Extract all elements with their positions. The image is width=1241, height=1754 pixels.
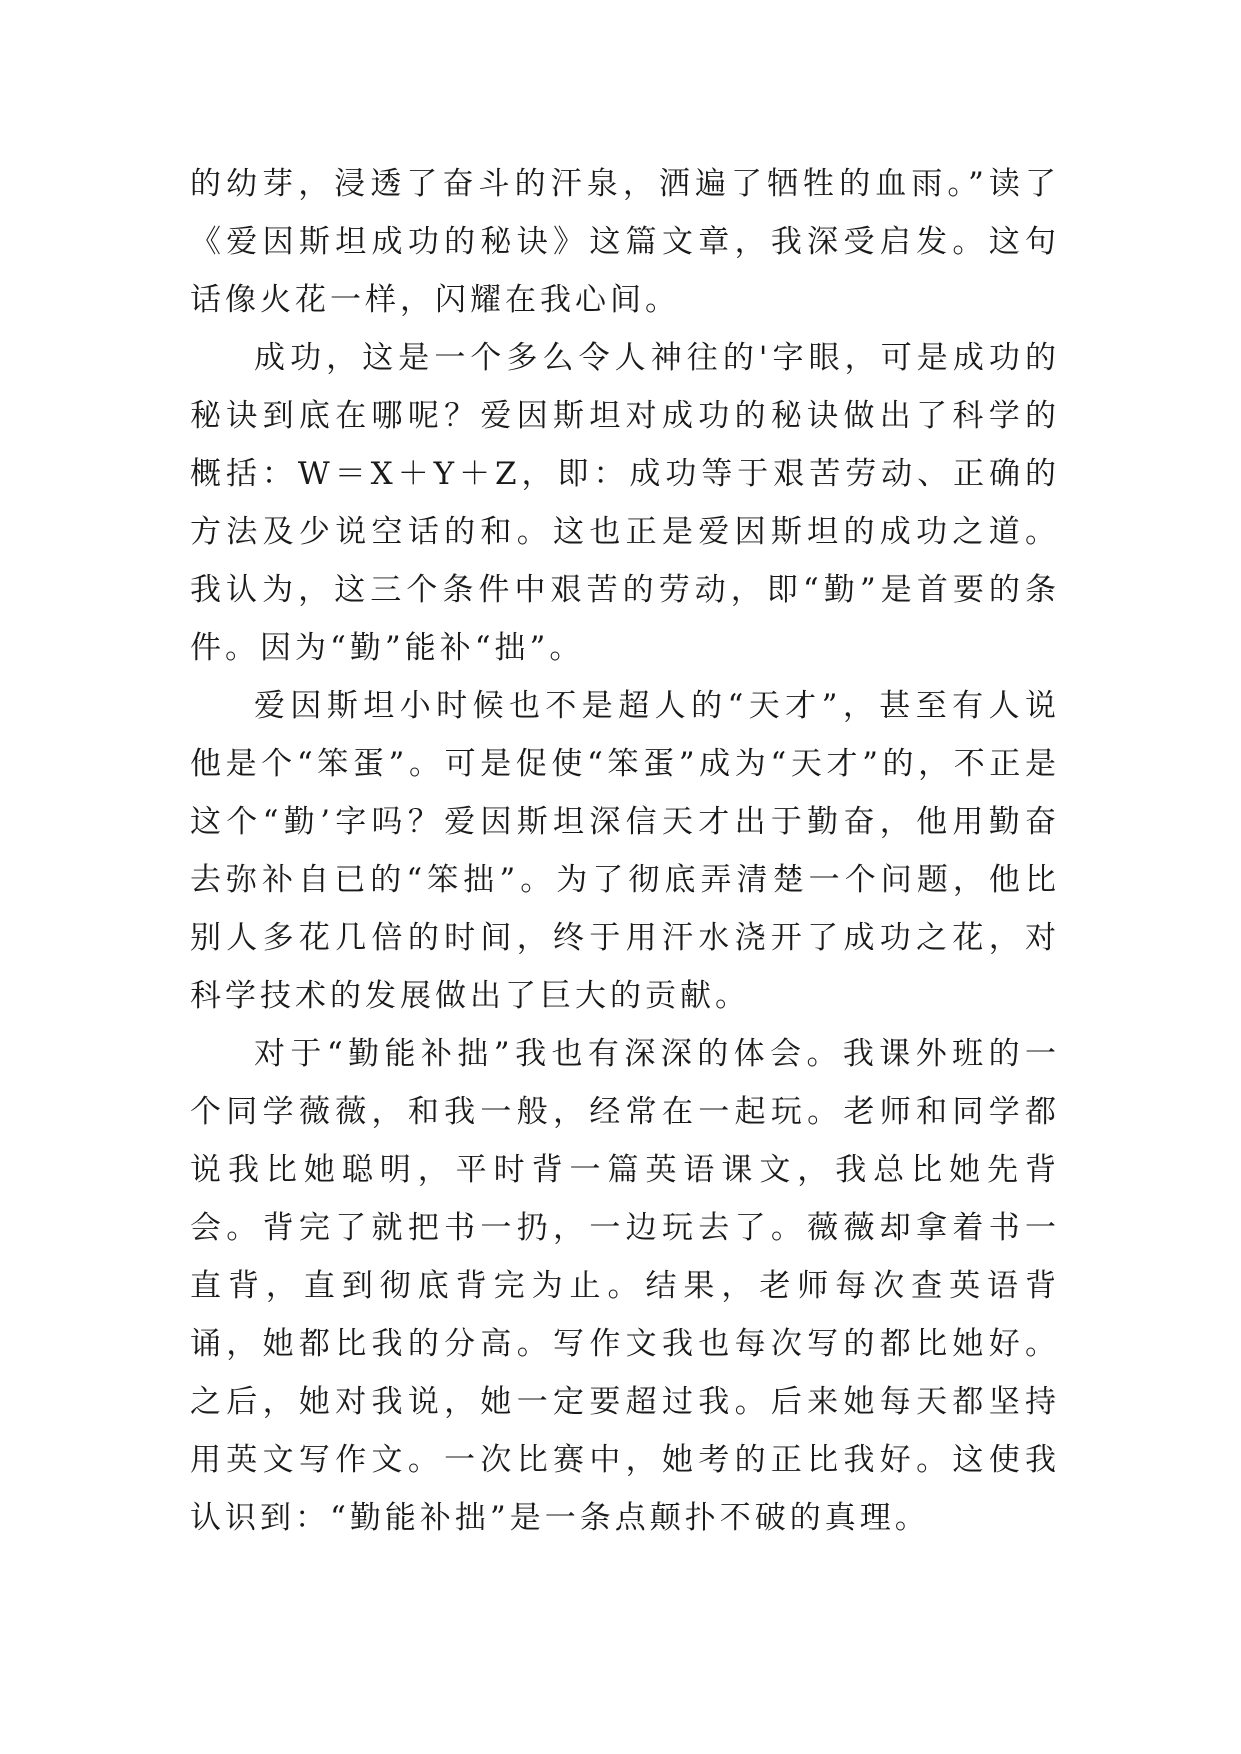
paragraph-success-formula: 成功，这是一个多么令人神往的'字眼，可是成功的秘诀到底在哪呢？爱因斯坦对成功的秘诀做出了科学的概括：W＝X＋Y＋Z，即：成功等于艰苦劳动、正确的方法及少说空话的和。这也正是爱因斯坦的成功之道。我认为，这三个条件中艰苦的劳动，即“勤”是首要的条件。因为“勤”能补“拙”。 <box>190 340 1060 666</box>
paragraph-continued: 的幼芽，浸透了奋斗的汗泉，洒遍了牺牲的血雨。”读了《爱因斯坦成功的秘诀》这篇文章，我深受启发。这句话像火花一样，闪耀在我心间。 <box>190 166 1060 318</box>
document-body <box>190 155 1060 1547</box>
paragraph-einstein-diligence: 爱因斯坦小时候也不是超人的“天才”，甚至有人说他是个“笨蛋”。可是促使“笨蛋”成为“天才”的，不正是这个“勤’字吗？爱因斯坦深信天才出于勤奋，他用勤奋去弥补自已的“笨拙”。为了彻底弄清楚一个问题，他比别人多花几倍的时间，终于用汗水浇开了成功之花，对科学技术的发展做出了巨大的贡献。 <box>190 688 1060 1014</box>
paragraph-personal-experience: 对于“勤能补拙”我也有深深的体会。我课外班的一个同学薇薇，和我一般，经常在一起玩。老师和同学都说我比她聪明，平时背一篇英语课文，我总比她先背会。背完了就把书一扔，一边玩去了。薇薇却拿着书一直背，直到彻底背完为止。结果，老师每次查英语背诵，她都比我的分高。写作文我也每次写的都比她好。之后，她对我说，她一定要超过我。后来她每天都坚持用英文写作文。一次比赛中，她考的正比我好。这使我认识到：“勤能补拙”是一条点颠扑不破的真理。 <box>190 1036 1060 1536</box>
